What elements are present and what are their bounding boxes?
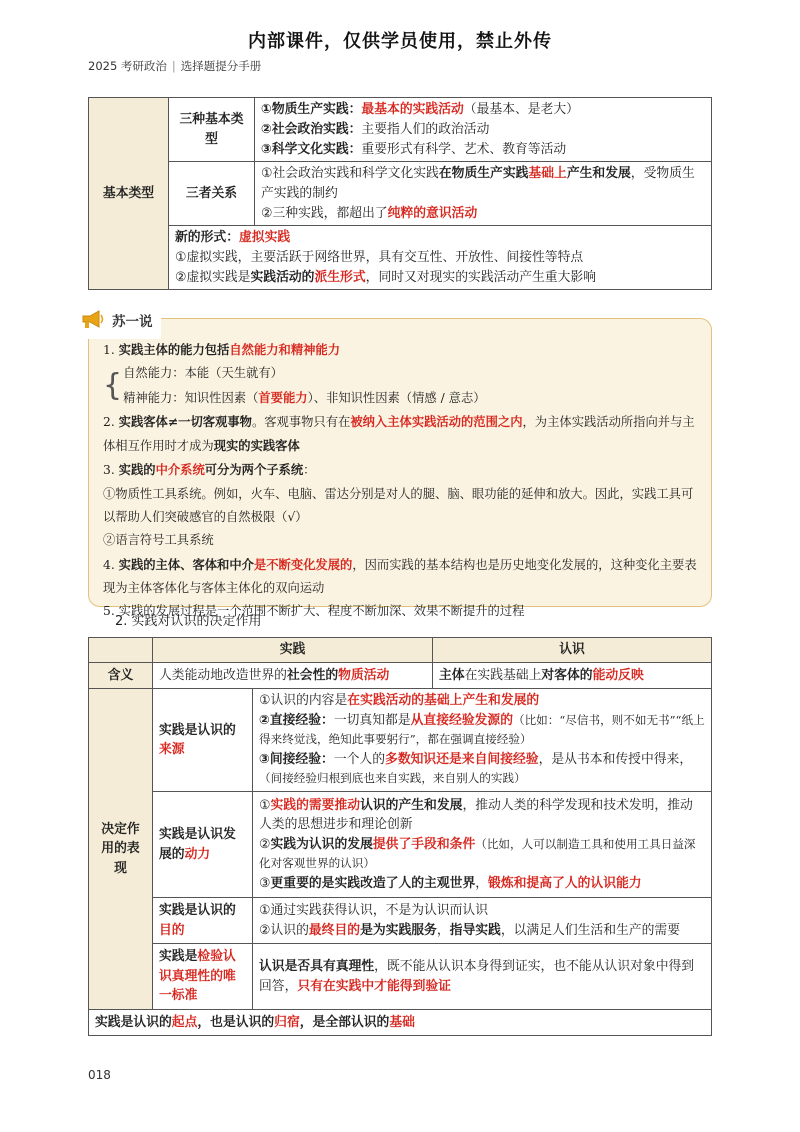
- list-item: ②虚拟实践是实践活动的派生形式，同时又对现实的实践活动产生重大影响: [175, 269, 596, 285]
- list-item: ①物质生产实践：最基本的实践活动（最基本、是老大）: [261, 101, 579, 117]
- row-label: 三种基本类型: [169, 98, 255, 162]
- table-row: [89, 98, 712, 162]
- basic-types-table: [88, 97, 712, 290]
- power-label: 实践是认识发展的动力: [153, 792, 253, 898]
- table-row: [89, 162, 712, 226]
- table-row: [89, 226, 712, 290]
- watermark-text: 内部课件，仅供学员使用，禁止外传: [248, 31, 552, 52]
- purpose-label: 实践是认识的目的: [153, 898, 253, 944]
- megaphone-icon: [80, 308, 106, 337]
- callout-item-4: 4. 实践的主体、客体和中介是不断变化发展的，因而实践的基本结构也是历史地变化发展的，这种变化主要表现为主体客体化与客体主体化的双向运动: [103, 556, 697, 595]
- table-row: [89, 944, 712, 1010]
- running-head: [88, 58, 261, 76]
- list-item: 精神能力：知识性因素（首要能力）、非知识性因素（情感 / 意志）: [123, 389, 486, 405]
- table-row: [89, 792, 712, 898]
- power-content: [253, 792, 712, 898]
- row-content: [255, 162, 712, 226]
- category-cell: 基本类型: [89, 98, 169, 290]
- list-item: ③间接经验：一个人的多数知识还是来自间接经验，是从书本和传授中得来，（间接经验归根到底也来自实践，来自别人的实践）: [259, 751, 693, 786]
- callout-item-5: 5. 实践的发展过程是一个范围不断扩大、程度不断加深、效果不断提升的过程: [103, 604, 525, 619]
- book-subtitle: 选择题提分手册: [180, 59, 262, 73]
- column-header-practice: 实践: [153, 638, 433, 663]
- callout-box: [88, 318, 712, 619]
- list-item: ①认识的内容是在实践活动的基础上产生和发展的: [259, 693, 540, 709]
- table-row: [89, 689, 712, 792]
- brace-icon: {: [103, 368, 123, 404]
- list-item: ②语言符号工具系统: [103, 533, 214, 548]
- list-item: ①社会政治实践和科学文化实践在物质生产实践基础上产生和发展，受物质生产实践的制约: [261, 165, 695, 201]
- list-item: ②三种实践，都超出了纯粹的意识活动: [261, 205, 478, 221]
- criterion-content: 认识是否具有真理性，既不能从认识本身得到证实，也不能从认识对象中得到回答，只有在实践中才能得到验证: [253, 944, 712, 1010]
- source-label: 实践是认识的来源: [153, 689, 253, 792]
- corner-cell: [89, 638, 153, 663]
- list-item: ②实践为认识的发展提供了手段和条件（比如，人可以制造工具和使用工具日益深化对客观世界的认识）: [259, 836, 696, 871]
- brace-lines: [123, 362, 485, 410]
- list-item: ③更重要的是实践改造了人的主观世界，锻炼和提高了人的认识能力: [259, 875, 642, 891]
- callout-title-text: 苏一说: [112, 314, 153, 331]
- table-header-row: [89, 638, 712, 663]
- callout-item-2: 2. 实践客体≠一切客观事物。客观事物只有在被纳入主体实践活动的范围之内，为主体实践活动所指向并与主体相互作用时才成为现实的实践客体: [103, 413, 695, 454]
- meaning-cognition: 主体在实践基础上对客体的能动反映: [433, 663, 712, 689]
- callout-title: [78, 306, 161, 339]
- table-row: [89, 898, 712, 944]
- column-header-cognition: 认识: [433, 638, 712, 663]
- row-content: [255, 98, 712, 162]
- list-item: 自然能力：本能（天生就有）: [123, 366, 283, 381]
- table-row: [89, 663, 712, 689]
- row-label: 三者关系: [169, 162, 255, 226]
- new-form-content: [169, 226, 712, 290]
- list-item: ③科学文化实践：重要形式有科学、艺术、教育等活动: [261, 141, 567, 157]
- summary-row: 实践是认识的起点，也是认识的归宿，是全部认识的基础: [89, 1010, 712, 1036]
- section-title: 2. 实践对认识的决定作用: [115, 614, 262, 629]
- source-content: [253, 689, 712, 792]
- callout-item-1: 1. 实践主体的能力包括自然能力和精神能力: [103, 342, 341, 357]
- criterion-label: 实践是检验认识真理性的唯一标准: [153, 944, 253, 1010]
- header-separator: |: [171, 59, 176, 73]
- ability-brace-group: [103, 362, 697, 410]
- practice-cognition-table: [88, 637, 712, 1036]
- list-item: ②社会政治实践：主要指人们的政治活动: [261, 121, 490, 137]
- list-item: ②认识的最终目的是为实践服务，指导实践，以满足人们生活和生产的需要: [259, 922, 680, 938]
- list-item: ①虚拟实践，主要活跃于网络世界，具有交互性、开放性、间接性等特点: [175, 249, 584, 265]
- list-item: ①通过实践获得认识，不是为认识而认识: [259, 903, 489, 918]
- page-number: 018: [88, 1068, 111, 1082]
- table-row: [89, 1010, 712, 1036]
- new-form-title: 新的形式：虚拟实践: [175, 229, 291, 245]
- list-item: ①物质性工具系统。例如，火车、电脑、雷达分别是对人的腿、脑、眼功能的延伸和放大。因此，实践工具可以帮助人们突破感官的自然极限（√）: [103, 486, 694, 525]
- meaning-label: 含义: [89, 663, 153, 689]
- book-title: 2025 考研政治: [88, 59, 167, 73]
- group-label: 决定作用的表现: [89, 689, 153, 1010]
- list-item: ②直接经验：一切真知都是从直接经验发源的（比如：“尽信书，则不如无书”“纸上得来终觉浅，绝知此事要躬行”，都在强调直接经验）: [259, 712, 705, 747]
- meaning-practice: 人类能动地改造世界的社会性的物质活动: [153, 663, 433, 689]
- callout-item-3: 3. 实践的中介系统可分为两个子系统：: [103, 462, 316, 478]
- purpose-content: [253, 898, 712, 944]
- list-item: ①实践的需要推动认识的产生和发展，推动人类的科学发现和技术发明，推动人类的思想进步和理论创新: [259, 797, 693, 833]
